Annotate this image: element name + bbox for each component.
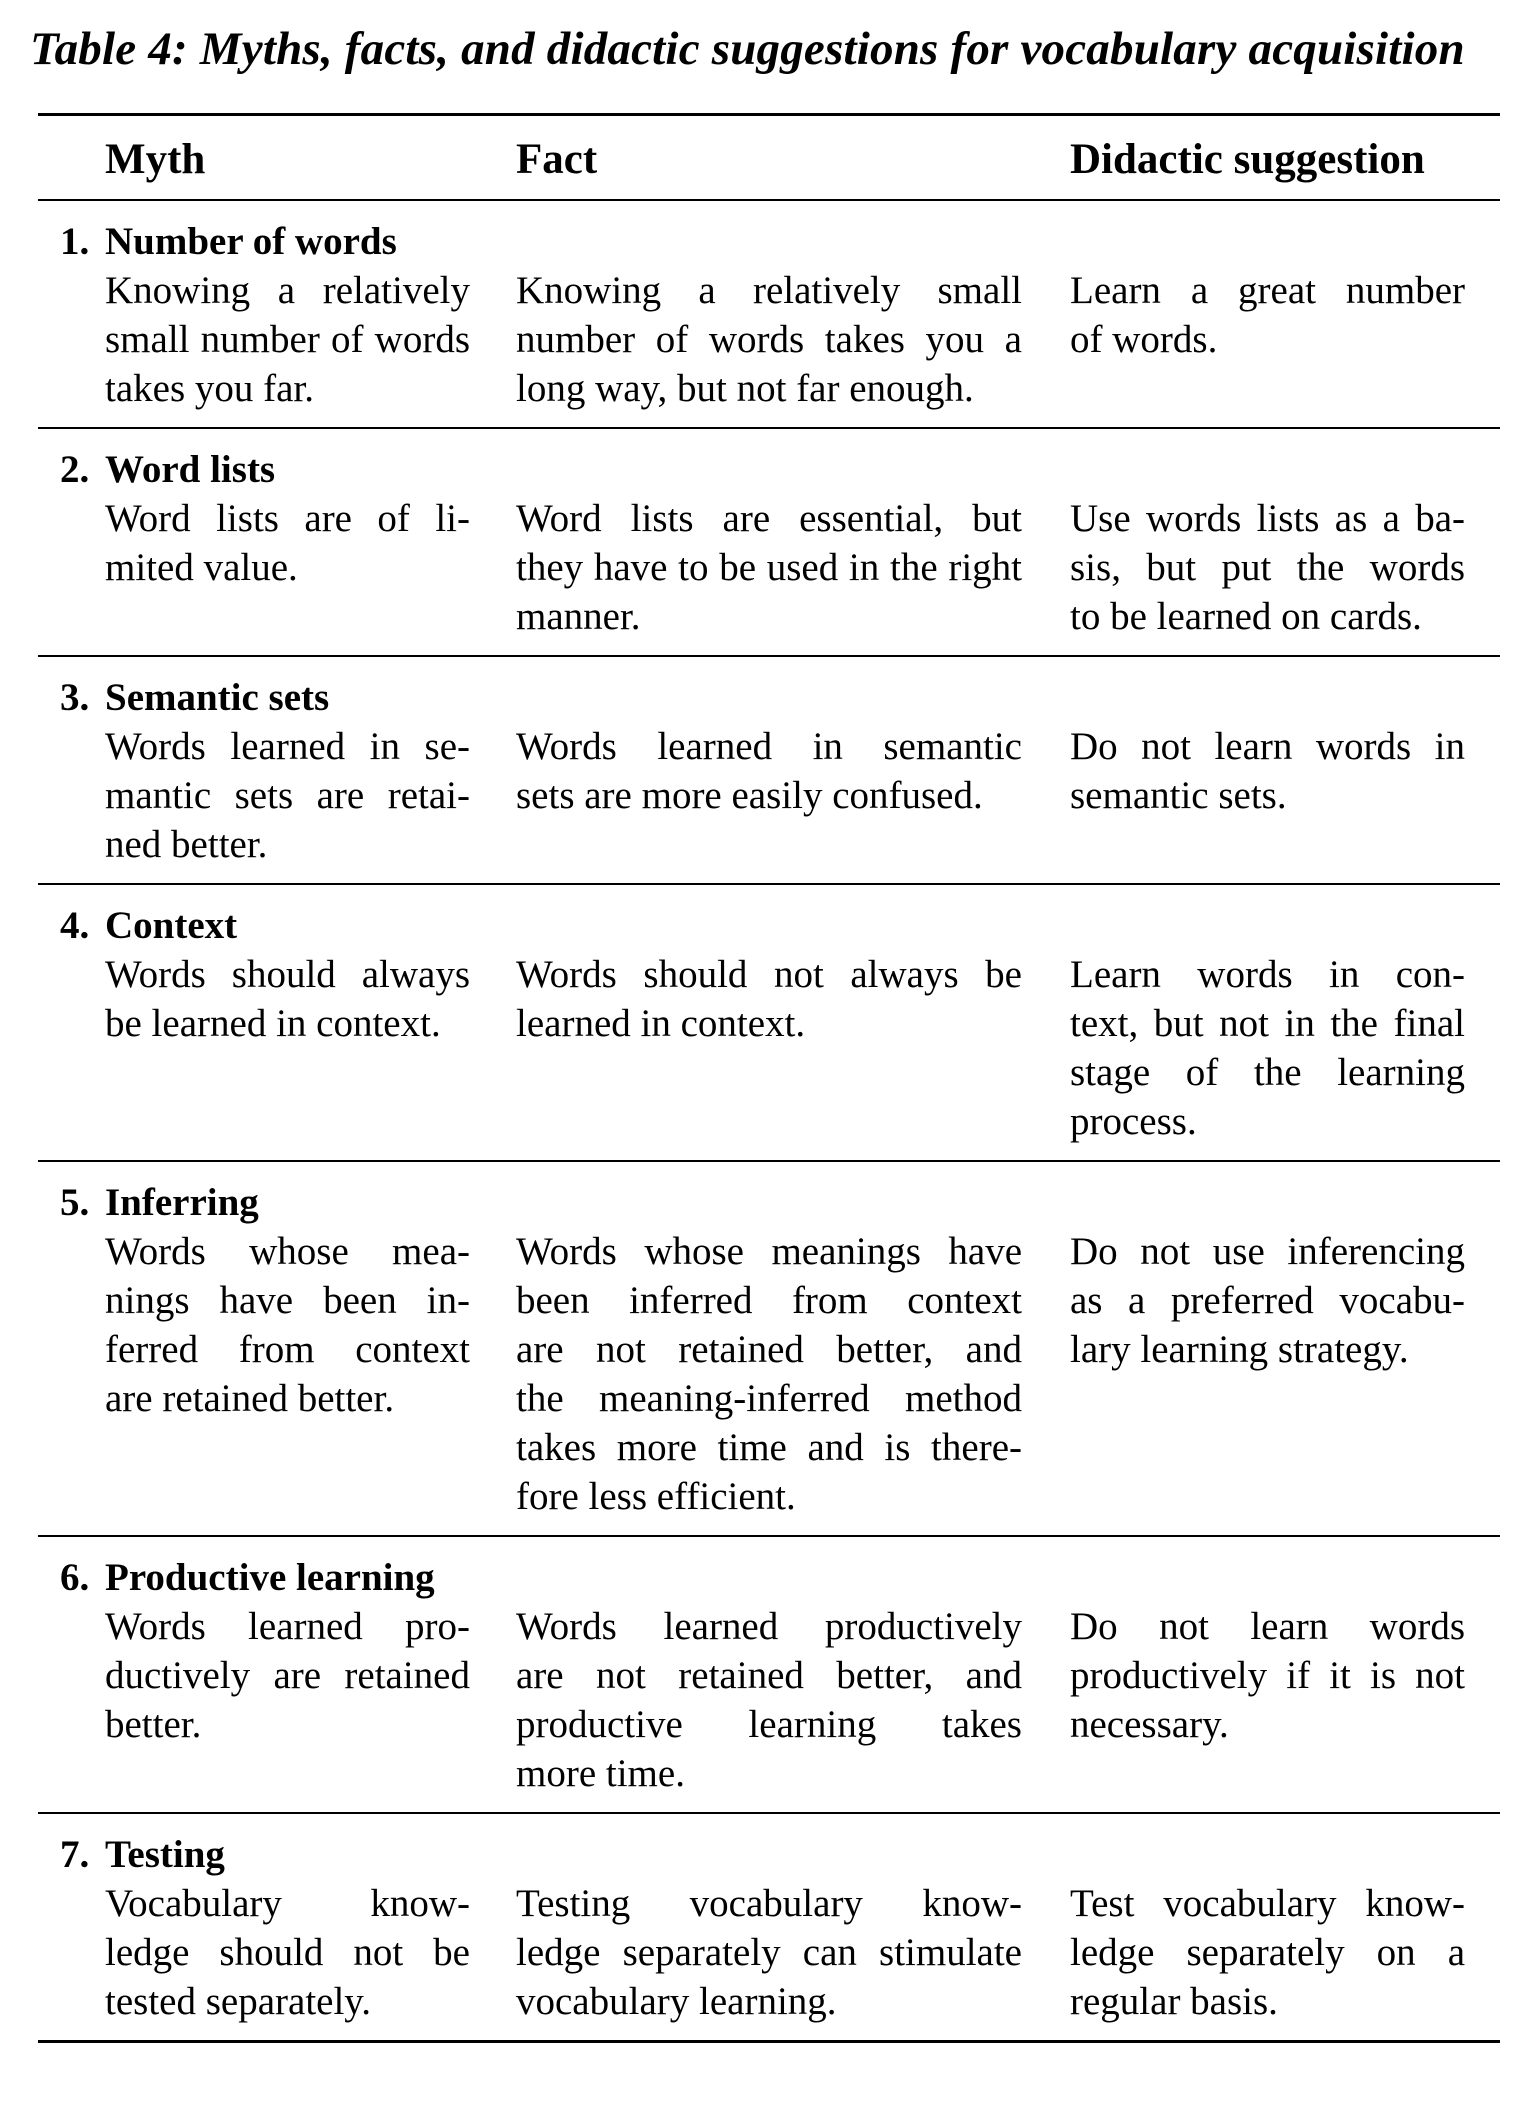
column-header-fact: Fact xyxy=(516,136,598,184)
text-line: to be learned on cards. xyxy=(1070,595,1422,639)
myth-cell xyxy=(38,217,516,413)
text-line: number of words takes you a xyxy=(516,318,1022,362)
text-line: Do not learn words xyxy=(1070,1605,1465,1649)
fact-cell xyxy=(516,1553,1070,1798)
topic-label: Word lists xyxy=(105,448,276,492)
text-line: learned in context. xyxy=(516,1002,806,1046)
fact-cell xyxy=(516,673,1070,869)
text-line: Words learned in semantic xyxy=(516,725,1022,769)
text-line: better. xyxy=(105,1703,202,1747)
text-line: more time. xyxy=(516,1752,685,1796)
row-number: 2. xyxy=(60,448,90,492)
text-line: Words whose meanings have xyxy=(516,1230,1022,1274)
text-line: Do not learn words in xyxy=(1070,725,1465,769)
table-row xyxy=(38,885,1500,1162)
text-line: long way, but not far enough. xyxy=(516,367,974,411)
text-line: ledge separately on a xyxy=(1070,1931,1465,1975)
row-topic xyxy=(60,217,470,266)
text-line: sets are more easily confused. xyxy=(516,774,983,818)
myth-cell xyxy=(38,445,516,641)
fact-cell xyxy=(516,445,1070,641)
text-line: small number of words xyxy=(105,318,470,362)
text-line: productively if it is not xyxy=(1070,1654,1465,1698)
text-line: Knowing a relatively xyxy=(105,269,470,313)
text-line: Word lists are essential, but xyxy=(516,497,1022,541)
text-line: ledge separately can stimulate xyxy=(516,1931,1022,1975)
text-line: process. xyxy=(1070,1100,1197,1144)
myth-cell xyxy=(38,1178,516,1521)
suggestion-cell xyxy=(1070,901,1500,1146)
table-row xyxy=(38,1814,1500,2040)
text-line: takes you far. xyxy=(105,367,315,411)
myths-facts-table xyxy=(38,113,1500,2043)
text-line: Words should not always be xyxy=(516,953,1022,997)
text-line: ned better. xyxy=(105,823,268,867)
suggestion-cell xyxy=(1070,445,1500,641)
table-row xyxy=(38,1162,1500,1537)
text-line: are not retained better, and xyxy=(516,1654,1022,1698)
table-row xyxy=(38,1537,1500,1814)
text-line: ledge should not be xyxy=(105,1931,470,1975)
text-line: mited value. xyxy=(105,546,298,590)
text-line: sis, but put the words xyxy=(1070,546,1465,590)
fact-cell xyxy=(516,1178,1070,1521)
text-line: as a preferred vocabu- xyxy=(1070,1279,1465,1323)
text-line: Testing vocabulary know- xyxy=(516,1882,1022,1926)
text-line: Use words lists as a ba- xyxy=(1070,497,1465,541)
suggestion-cell xyxy=(1070,1830,1500,2026)
row-number: 7. xyxy=(60,1833,90,1877)
table-caption: Table 4: Myths, facts, and didactic suggestions for vocabulary acquisition xyxy=(30,23,1465,75)
topic-label: Inferring xyxy=(105,1181,259,1225)
text-line: ferred from context xyxy=(105,1328,470,1372)
text-line: the meaning-inferred method xyxy=(516,1377,1022,1421)
text-line: text, but not in the final xyxy=(1070,1002,1465,1046)
row-number: 5. xyxy=(60,1181,90,1225)
text-line: Knowing a relatively small xyxy=(516,269,1022,313)
text-line: been inferred from context xyxy=(516,1279,1022,1323)
text-line: productive learning takes xyxy=(516,1703,1022,1747)
suggestion-cell xyxy=(1070,673,1500,869)
myth-cell xyxy=(38,1830,516,2026)
text-line: mantic sets are retai- xyxy=(105,774,470,818)
text-line: nings have been in- xyxy=(105,1279,470,1323)
text-line: be learned in context. xyxy=(105,1002,441,1046)
row-topic xyxy=(60,1830,470,1879)
text-line: fore less efficient. xyxy=(516,1475,796,1519)
text-line: manner. xyxy=(516,595,641,639)
table-row xyxy=(38,429,1500,657)
text-line: Words learned in se- xyxy=(105,725,470,769)
text-line: Learn a great number xyxy=(1070,269,1465,313)
topic-label: Semantic sets xyxy=(105,676,330,720)
text-line: Words learned pro- xyxy=(105,1605,470,1649)
myth-cell xyxy=(38,901,516,1146)
text-line: of words. xyxy=(1070,318,1218,362)
table-row xyxy=(38,657,1500,885)
table-header-row xyxy=(38,116,1500,201)
row-number: 1. xyxy=(60,220,90,264)
text-line: stage of the learning xyxy=(1070,1051,1465,1095)
fact-cell xyxy=(516,901,1070,1146)
suggestion-cell xyxy=(1070,1553,1500,1798)
topic-label: Number of words xyxy=(105,220,397,264)
text-line: are not retained better, and xyxy=(516,1328,1022,1372)
topic-label: Context xyxy=(105,904,238,948)
row-topic xyxy=(60,901,470,950)
text-line: semantic sets. xyxy=(1070,774,1287,818)
text-line: ductively are retained xyxy=(105,1654,470,1698)
text-line: lary learning strategy. xyxy=(1070,1328,1409,1372)
text-line: takes more time and is there- xyxy=(516,1426,1022,1470)
row-topic xyxy=(60,1553,470,1602)
text-line: are retained better. xyxy=(105,1377,395,1421)
myth-cell xyxy=(38,1553,516,1798)
row-number: 6. xyxy=(60,1556,90,1600)
text-line: necessary. xyxy=(1070,1703,1229,1747)
suggestion-cell xyxy=(1070,217,1500,413)
suggestion-cell xyxy=(1070,1178,1500,1521)
row-topic xyxy=(60,673,470,722)
row-number: 3. xyxy=(60,676,90,720)
column-header-didactic-suggestion: Didactic suggestion xyxy=(1070,136,1425,184)
row-number: 4. xyxy=(60,904,90,948)
row-topic xyxy=(60,445,470,494)
topic-label: Productive learning xyxy=(105,1556,435,1600)
row-topic xyxy=(60,1178,470,1227)
text-line: they have to be used in the right xyxy=(516,546,1022,590)
column-header-myth: Myth xyxy=(105,136,206,184)
table-row xyxy=(38,201,1500,429)
text-line: Learn words in con- xyxy=(1070,953,1465,997)
text-line: vocabulary learning. xyxy=(516,1980,837,2024)
text-line: Word lists are of li- xyxy=(105,497,470,541)
myth-cell xyxy=(38,673,516,869)
text-line: Words whose mea- xyxy=(105,1230,470,1274)
text-line: Vocabulary know- xyxy=(105,1882,470,1926)
fact-cell xyxy=(516,217,1070,413)
text-line: Do not use inferencing xyxy=(1070,1230,1465,1274)
fact-cell xyxy=(516,1830,1070,2026)
text-line: tested separately. xyxy=(105,1980,372,2024)
topic-label: Testing xyxy=(105,1833,225,1877)
text-line: Words learned productively xyxy=(516,1605,1022,1649)
table-body xyxy=(38,201,1500,2040)
text-line: Test vocabulary know- xyxy=(1070,1882,1465,1926)
text-line: Words should always xyxy=(105,953,470,997)
text-line: regular basis. xyxy=(1070,1980,1278,2024)
